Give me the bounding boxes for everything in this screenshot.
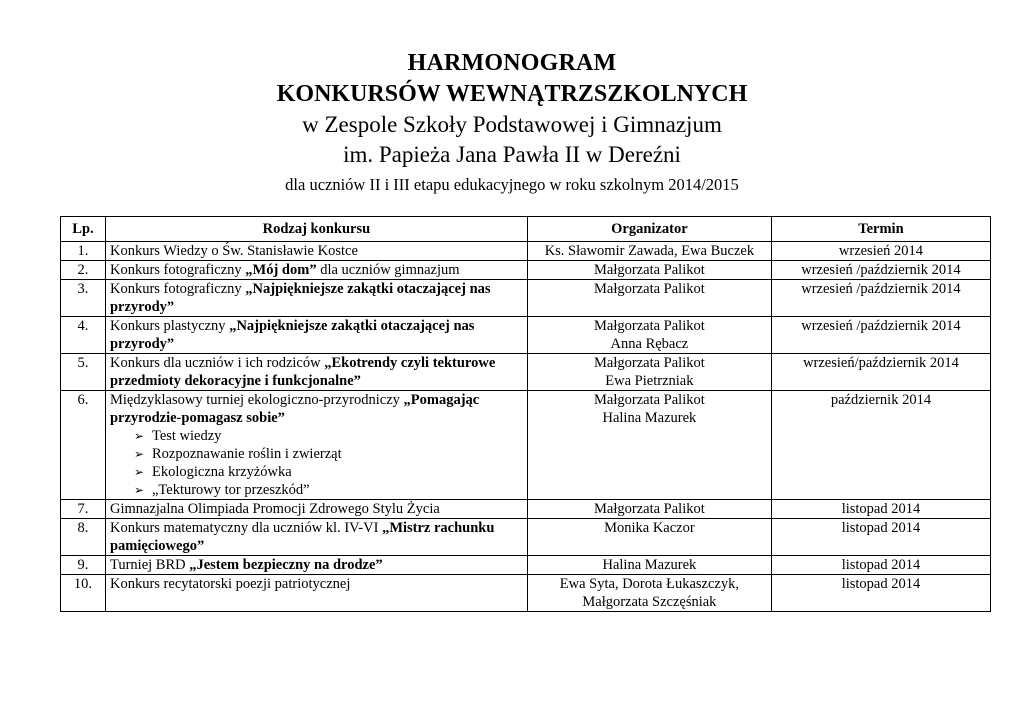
contest-title: „Mój dom”	[245, 262, 317, 278]
table-row	[61, 242, 991, 261]
cell-termin: wrzesień /październik 2014	[771, 317, 990, 354]
organizer-name: Małgorzata Palikot	[594, 262, 705, 278]
cell-organizator	[527, 280, 771, 317]
organizer-name: Halina Mazurek	[602, 557, 697, 573]
list-item	[134, 427, 523, 445]
contest-name: Konkurs matematyczny dla uczniów kl. IV-VI	[109, 520, 383, 536]
title-harmonogram: HARMONOGRAM	[407, 50, 617, 76]
organizer-name: Ks. Sławomir Zawada, Ewa Buczek	[544, 243, 755, 259]
cell-lp: 2.	[61, 261, 106, 280]
contest-name: Turniej BRD	[109, 557, 190, 573]
cell-termin: listopad 2014	[771, 519, 990, 556]
header-organizator: Organizator	[527, 217, 771, 242]
cell-organizator	[527, 242, 771, 261]
arrow-right-icon: ➢	[133, 447, 145, 461]
cell-organizator	[527, 354, 771, 391]
sub-task-label: Test wiedzy	[151, 428, 222, 444]
arrow-right-icon: ➢	[133, 465, 145, 479]
cell-rodzaj	[105, 317, 527, 354]
list-item	[134, 463, 523, 481]
cell-lp: 7.	[61, 500, 106, 519]
header-termin: Termin	[771, 217, 990, 242]
cell-lp: 3.	[61, 280, 106, 317]
organizer-name: Małgorzata Palikot	[594, 501, 705, 517]
organizer-name: Anna Rębacz	[610, 336, 689, 352]
contest-title: „Najpiękniejsze zakątki otaczającej nas przyrody”	[109, 281, 491, 315]
sub-task-label: Rozpoznawanie roślin i zwierząt	[151, 446, 342, 462]
document-header	[0, 48, 1024, 197]
table-row	[61, 500, 991, 519]
contest-name: Konkurs fotograficzny	[109, 262, 246, 278]
cell-rodzaj	[105, 519, 527, 556]
list-item	[134, 481, 523, 499]
organizer-name: Halina Mazurek	[602, 410, 697, 426]
header-lp: Lp.	[61, 217, 106, 242]
contest-audience: dla uczniów gimnazjum	[316, 262, 460, 278]
contest-title: „Mistrz rachunku pamięciowego”	[109, 520, 495, 554]
cell-organizator	[527, 575, 771, 612]
cell-organizator	[527, 500, 771, 519]
contest-name: Międzyklasowy turniej ekologiczno-przyrodniczy	[109, 392, 404, 408]
organizer-name: Małgorzata Palikot	[594, 281, 705, 297]
contest-title: „Pomagając przyrodzie-pomagasz sobie”	[109, 392, 480, 426]
contest-name: Konkurs fotograficzny	[109, 281, 246, 297]
cell-lp: 10.	[61, 575, 106, 612]
cell-organizator	[527, 261, 771, 280]
table-row	[61, 354, 991, 391]
table-row	[61, 391, 991, 500]
cell-rodzaj	[105, 391, 527, 500]
subtitle-patron: im. Papieża Jana Pawła II w Dereźni	[343, 142, 681, 167]
arrow-right-icon: ➢	[133, 483, 145, 497]
cell-lp: 6.	[61, 391, 106, 500]
cell-rodzaj	[105, 556, 527, 575]
contest-name: Konkurs Wiedzy o Św. Stanisławie Kostce	[109, 243, 358, 259]
table-row	[61, 261, 991, 280]
cell-organizator	[527, 391, 771, 500]
cell-organizator	[527, 556, 771, 575]
table-row	[61, 575, 991, 612]
cell-rodzaj	[105, 261, 527, 280]
cell-termin: wrzesień /październik 2014	[771, 261, 990, 280]
contest-name: Konkurs dla uczniów i ich rodziców	[109, 355, 325, 371]
cell-termin: listopad 2014	[771, 556, 990, 575]
table-row	[61, 556, 991, 575]
organizer-name: Monika Kaczor	[604, 520, 695, 536]
contest-name: Konkurs plastyczny	[109, 318, 230, 334]
sub-task-label: „Tekturowy tor przeszkód”	[151, 482, 310, 498]
table-row	[61, 317, 991, 354]
table-row	[61, 519, 991, 556]
organizer-name: Ewa Pietrzniak	[605, 373, 694, 389]
cell-rodzaj	[105, 242, 527, 261]
cell-termin: wrzesień/październik 2014	[771, 354, 990, 391]
table-header-row	[61, 217, 991, 242]
subtitle-school: w Zespole Szkoły Podstawowej i Gimnazjum	[302, 112, 722, 137]
contest-title: „Ekotrendy czyli tekturowe przedmioty dekoracyjne i funkcjonalne”	[109, 355, 496, 389]
cell-termin: wrzesień 2014	[771, 242, 990, 261]
subtitle-year: dla uczniów II i III etapu edukacyjnego w roku szkolnym 2014/2015	[285, 175, 739, 194]
cell-rodzaj	[105, 354, 527, 391]
organizer-name: Małgorzata Palikot	[594, 355, 705, 371]
cell-lp: 1.	[61, 242, 106, 261]
title-konkursow: KONKURSÓW WEWNĄTRZSZKOLNYCH	[276, 81, 748, 107]
cell-termin: listopad 2014	[771, 500, 990, 519]
cell-rodzaj	[105, 280, 527, 317]
organizer-name: Ewa Syta, Dorota Łukaszczyk,	[559, 576, 739, 592]
cell-lp: 9.	[61, 556, 106, 575]
contest-name: Konkurs recytatorski poezji patriotycznej	[109, 576, 351, 592]
organizer-name: Małgorzata Szczęśniak	[582, 594, 717, 610]
cell-termin: październik 2014	[771, 391, 990, 500]
sub-task-label: Ekologiczna krzyżówka	[151, 464, 292, 480]
sub-task-list	[110, 427, 523, 499]
cell-lp: 4.	[61, 317, 106, 354]
organizer-name: Małgorzata Palikot	[594, 392, 705, 408]
contest-name: Gimnazjalna Olimpiada Promocji Zdrowego Stylu Życia	[109, 501, 440, 517]
contest-title: „Jestem bezpieczny na drodze”	[189, 557, 383, 573]
cell-rodzaj	[105, 500, 527, 519]
arrow-right-icon: ➢	[133, 429, 145, 443]
schedule-table	[60, 216, 991, 612]
cell-lp: 8.	[61, 519, 106, 556]
list-item	[134, 445, 523, 463]
cell-termin: listopad 2014	[771, 575, 990, 612]
table-row	[61, 280, 991, 317]
cell-organizator	[527, 317, 771, 354]
contest-title: „Najpiękniejsze zakątki otaczającej nas przyrody”	[109, 318, 475, 352]
header-rodzaj: Rodzaj konkursu	[105, 217, 527, 242]
cell-rodzaj	[105, 575, 527, 612]
organizer-name: Małgorzata Palikot	[594, 318, 705, 334]
cell-lp: 5.	[61, 354, 106, 391]
cell-organizator	[527, 519, 771, 556]
table-body	[61, 242, 991, 612]
cell-termin: wrzesień /październik 2014	[771, 280, 990, 317]
